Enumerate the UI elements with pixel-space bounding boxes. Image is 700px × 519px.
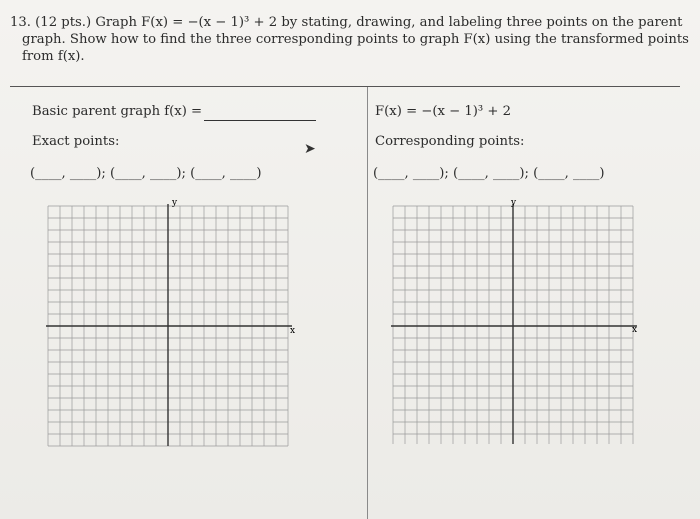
horizontal-divider: [10, 86, 680, 87]
transformed-function-label: F(x) = −(x − 1)³ + 2: [375, 104, 512, 119]
parent-graph-blank[interactable]: [204, 120, 316, 121]
question-line-1: 13. (12 pts.) Graph F(x) = −(x − 1)³ + 2 by stating, drawing, and labeling three points on the parent: [10, 15, 683, 30]
exact-points-label: Exact points:: [32, 134, 120, 149]
y-axis-label: y: [511, 198, 517, 208]
exact-points-blanks[interactable]: (____, ____); (____, ____); (____, ____): [30, 166, 262, 181]
parent-graph-grid[interactable]: [44, 196, 296, 454]
x-axis-label: x: [632, 325, 638, 335]
corresponding-points-blanks[interactable]: (____, ____); (____, ____); (____, ____): [373, 166, 605, 181]
x-axis-label: x: [290, 326, 296, 336]
cursor-arrow-icon: ➤: [304, 141, 316, 157]
question-line-2: graph. Show how to find the three corresponding points to graph F(x) using the transformed points: [22, 32, 689, 47]
transformed-graph-grid[interactable]: [389, 196, 641, 448]
question-text: [10, 14, 689, 65]
column-divider: [367, 87, 368, 519]
parent-graph-label: Basic parent graph f(x) =: [32, 104, 203, 119]
corresponding-points-label: Corresponding points:: [375, 134, 525, 149]
question-line-3: from f(x).: [22, 49, 85, 64]
y-axis-label: y: [172, 198, 178, 208]
